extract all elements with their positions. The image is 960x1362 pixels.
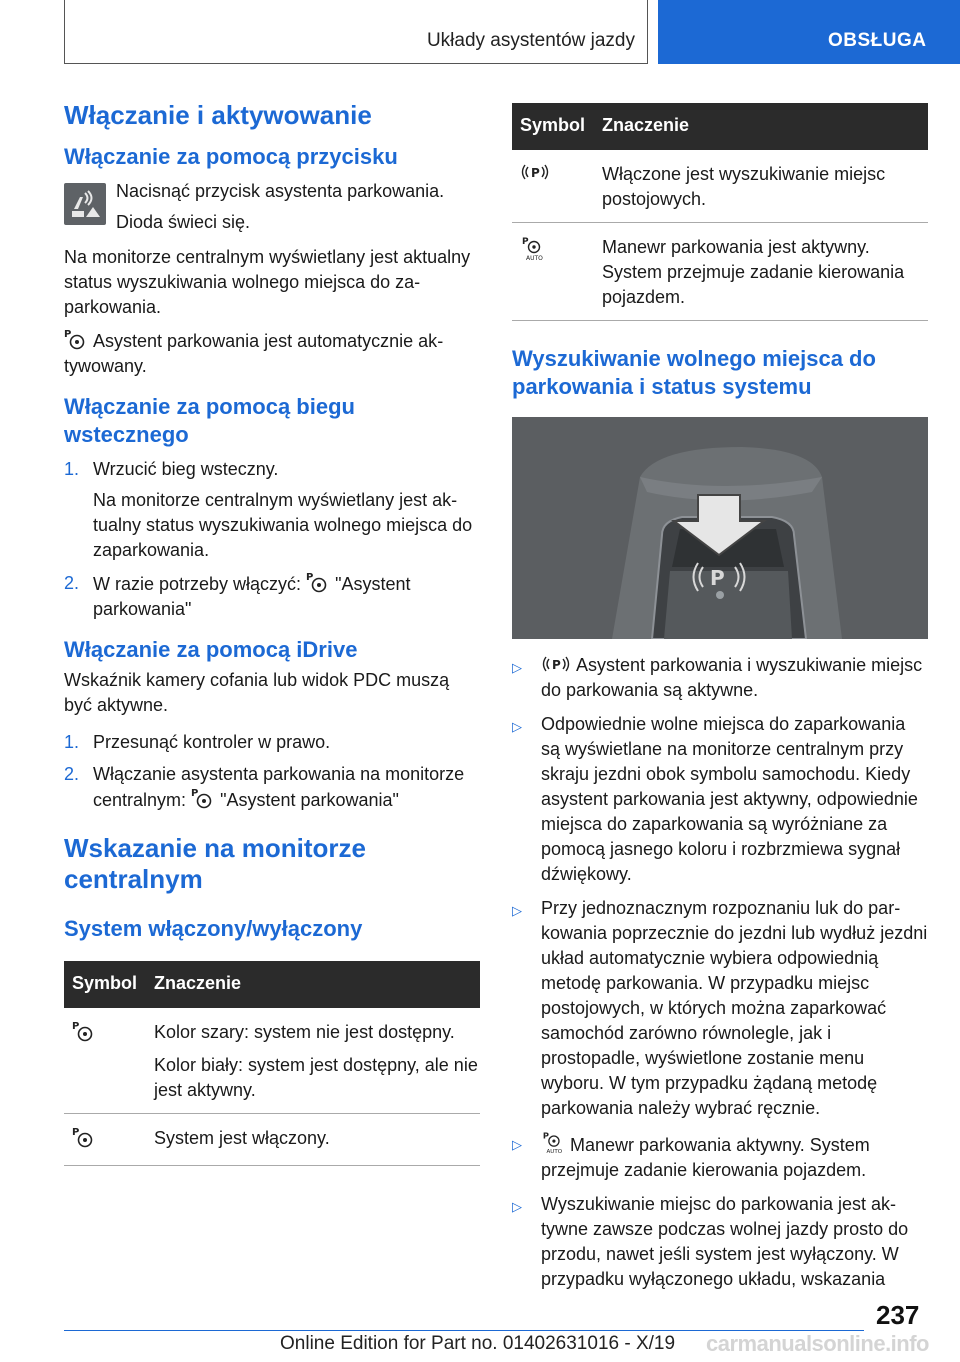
svg-text:P: P	[710, 566, 725, 590]
parking-search-icon	[520, 162, 550, 182]
chapter-tab	[658, 0, 960, 64]
svg-text:P: P	[306, 572, 314, 583]
svg-text:P: P	[72, 1127, 80, 1138]
table-header-symbol: Symbol	[512, 103, 594, 150]
symbol-table-active	[512, 103, 928, 321]
list-item: 2. W razie potrzeby włączyć: P "Asystent parkowania"	[64, 572, 411, 619]
parking-assist-icon	[72, 1020, 96, 1042]
parking-auto-icon	[541, 1130, 565, 1154]
svg-text:P: P	[522, 237, 529, 247]
right-column	[512, 103, 928, 1301]
section-title: Układy asystentów jazdy	[426, 30, 635, 51]
heading-reverse: Włączanie za pomocą biegu wstecznego	[64, 394, 355, 447]
svg-text:P: P	[552, 658, 561, 672]
button-step-text: Nacisnąć przycisk asystenta parkowania.	[116, 181, 445, 201]
footer-edition: Online Edition for Part no. 01402631016 - X/19	[280, 1333, 676, 1354]
heading-search-status: Wyszukiwanie wolnego miejsca do parkowania i status systemu	[512, 346, 876, 399]
idrive-steps	[64, 730, 480, 813]
parking-assist-icon	[64, 328, 88, 350]
table-row: P System jest włączony.	[64, 1114, 480, 1166]
heading-button: Włączanie za pomocą przycisku	[64, 144, 398, 169]
list-item: ▷ P Asystent parkowania i wyszukiwanie miejsc do parkowania są aktywne.	[512, 655, 923, 700]
parking-assist-icon	[72, 1126, 96, 1148]
button-instruction	[64, 179, 480, 235]
svg-text:P: P	[72, 1021, 80, 1032]
svg-text:P: P	[542, 1130, 549, 1141]
svg-text:AUTO: AUTO	[526, 255, 543, 261]
status-bullets	[512, 653, 928, 1292]
symbol-table-status	[64, 961, 480, 1166]
table-header-symbol: Symbol	[64, 961, 146, 1008]
heading-idrive: Włączanie za pomocą iDrive	[64, 637, 358, 662]
list-item: ▷ Przy jednoznacznym rozpoznaniu luk do parkowania poprzecznie do jezdni lub wydłuż jezdni układ automatycznie wybiera odpowiednią metodę parkowania. W przypadku miejsc postojowych, w których można zaparkować samochód zarówno równolegle, jak i prostopadle, wyświetlone zostanie menu wyboru. W tym przypadku żądaną metodę parkowania należy wybrać ręcznie.	[512, 898, 928, 1118]
list-item: ▷ P AUTO Manewr parkowania aktywny. System przejmuje zadanie kierowania pojazdem.	[512, 1130, 870, 1180]
table-header-meaning: Znaczenie	[146, 961, 480, 1008]
parking-search-icon	[541, 654, 571, 674]
heading-display: Wskazanie na monitorze centralnym	[64, 833, 366, 894]
page-number: 237	[876, 1300, 920, 1330]
table-row: P AUTO Manewr parkowania jest aktywny. System przejmuje zadanie kierowania pojazdem.	[512, 223, 928, 321]
watermark: carmanualsonline.info	[706, 1331, 929, 1356]
svg-text:AUTO: AUTO	[546, 1149, 563, 1154]
park-assist-button-icon	[64, 183, 106, 225]
status-paragraph: Na monitorze centralnym wyświetlany jest aktualny status wyszukiwania wolnego miejsca do zaparkowania.	[64, 247, 471, 317]
led-text: Dioda świeci się.	[116, 212, 251, 232]
parking-auto-icon	[520, 235, 546, 261]
car-top-view-illustration	[512, 417, 928, 639]
parking-assist-icon	[191, 787, 215, 809]
heading-activation: Włączanie i aktywowanie	[64, 100, 372, 130]
central-display-image	[512, 417, 928, 639]
list-item: ▷ Odpowiednie wolne miejsca do zaparkowania są wyświetlane na monitorze centralnym przy skraju jezdni obok symbolu samochodu. Kiedy asystent parkowania jest aktywny, odpowiednie miejsca do zaparkowania są wyróżniane za pomocą jasnego koloru i rozbrzmiewa sygnał dźwiękowy.	[512, 714, 918, 884]
idrive-paragraph: Wskaźnik kamery cofania lub widok PDC muszą być aktywne.	[64, 670, 450, 715]
svg-text:P: P	[191, 788, 199, 799]
table-row: P Włączone jest wyszukiwanie miejsc postojowych.	[512, 150, 928, 223]
left-column	[64, 100, 480, 1166]
list-item: 1. Wrzucić bieg wsteczny. Na monitorze centralnym wyświetlany jest aktualny status wyszukiwania wolnego miejsca do zaparkowania.	[64, 459, 473, 560]
parking-assist-icon	[306, 571, 330, 593]
table-row: P Kolor szary: system nie jest dostępny. Kolor biały: system jest dostępny, ale nie jest aktywny.	[64, 1008, 480, 1114]
auto-activation-paragraph: P Asystent parkowania jest automatycznie aktywowany.	[64, 329, 444, 376]
heading-onoff: System włączony/wyłączony	[64, 916, 363, 941]
svg-text:P: P	[531, 166, 540, 180]
reverse-steps	[64, 457, 480, 622]
list-item: 2. Włączanie asystenta parkowania na monitorze centralnym: P "Asystent parkowania"	[64, 764, 465, 810]
list-item: ▷ Wyszukiwanie miejsc do parkowania jest aktywne zawsze podczas wolnej jazdy prosto do przodu, nawet jeśli system jest wyłączony. W przypadku wyłączonego układu, wskazania	[512, 1194, 909, 1289]
list-item: 1. Przesunąć kontroler w prawo.	[64, 732, 331, 752]
header-box	[64, 0, 648, 64]
chapter-tab-label: OBSŁUGA	[828, 30, 927, 51]
svg-text:P: P	[64, 329, 72, 340]
table-header-meaning: Znaczenie	[594, 103, 928, 150]
